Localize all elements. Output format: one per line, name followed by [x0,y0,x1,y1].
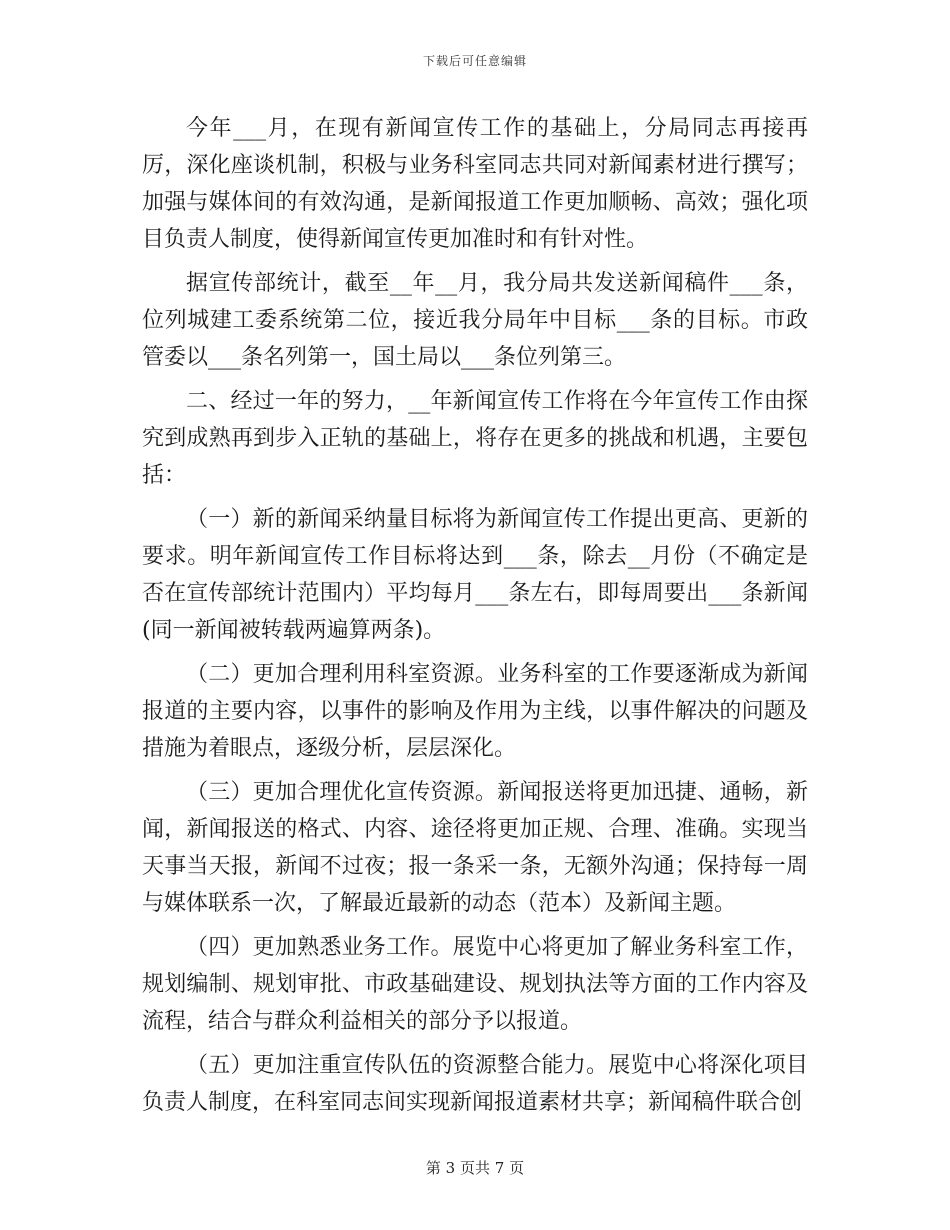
paragraph-section-two: 二、经过一年的努力，__年新闻宣传工作将在今年宣传工作由探究到成熟再到步入正轨的基础上，将存在更多的挑战和机遇，主要包括： [142,389,808,488]
page-header-note: 下载后可任意编辑 [422,54,527,68]
paragraph-statistics: 据宣传部统计，截至__年__月，我分局共发送新闻稿件___条，位列城建工委系统第二位，接近我分局年中目标___条的目标。市政管委以___条名列第一，国土局以___条位列第三。 [142,271,808,370]
paragraph-item-five: （五）更加注重宣传队伍的资源整合能力。展览中心将深化项目负责人制度，在科室同志间实现新闻报道素材共享；新闻稿件联合创 [142,1053,808,1115]
document-body [142,110,808,1128]
paragraph-item-four: （四）更加熟悉业务工作。展览中心将更加了解业务科室工作，规划编制、规划审批、市政基础建设、规划执法等方面的工作内容及流程，结合与群众利益相关的部分予以报道。 [142,935,808,1034]
page-number: 第 3 页共 7 页 [425,1159,525,1177]
paragraph-item-two: （二）更加合理利用科室资源。业务科室的工作要逐渐成为新闻报道的主要内容，以事件的影响及作用为主线，以事件解决的问题及措施为着眼点，逐级分析，层层深化。 [142,662,808,761]
paragraph-item-three: （三）更加合理优化宣传资源。新闻报送将更加迅捷、通畅，新闻，新闻报送的格式、内容、途径将更加正规、合理、准确。实现当天事当天报，新闻不过夜；报一条采一条，无额外沟通；保持每一周与媒体联系一次，了解最近最新的动态（范本）及新闻主题。 [142,780,808,916]
paragraph-progress: 今年___月，在现有新闻宣传工作的基础上，分局同志再接再厉，深化座谈机制，积极与业务科室同志共同对新闻素材进行撰写；加强与媒体间的有效沟通，是新闻报道工作更加顺畅、高效；强化项目负责人制度，使得新闻宣传更加准时和有针对性。 [142,116,808,252]
paragraph-item-one: （一）新的新闻采纳量目标将为新闻宣传工作提出更高、更新的要求。明年新闻宣传工作目标将达到___条，除去__月份（不确定是否在宣传部统计范围内）平均每月___条左右，即每周要出___条新闻(同一新闻被转载两遍算两条)。 [142,507,808,643]
